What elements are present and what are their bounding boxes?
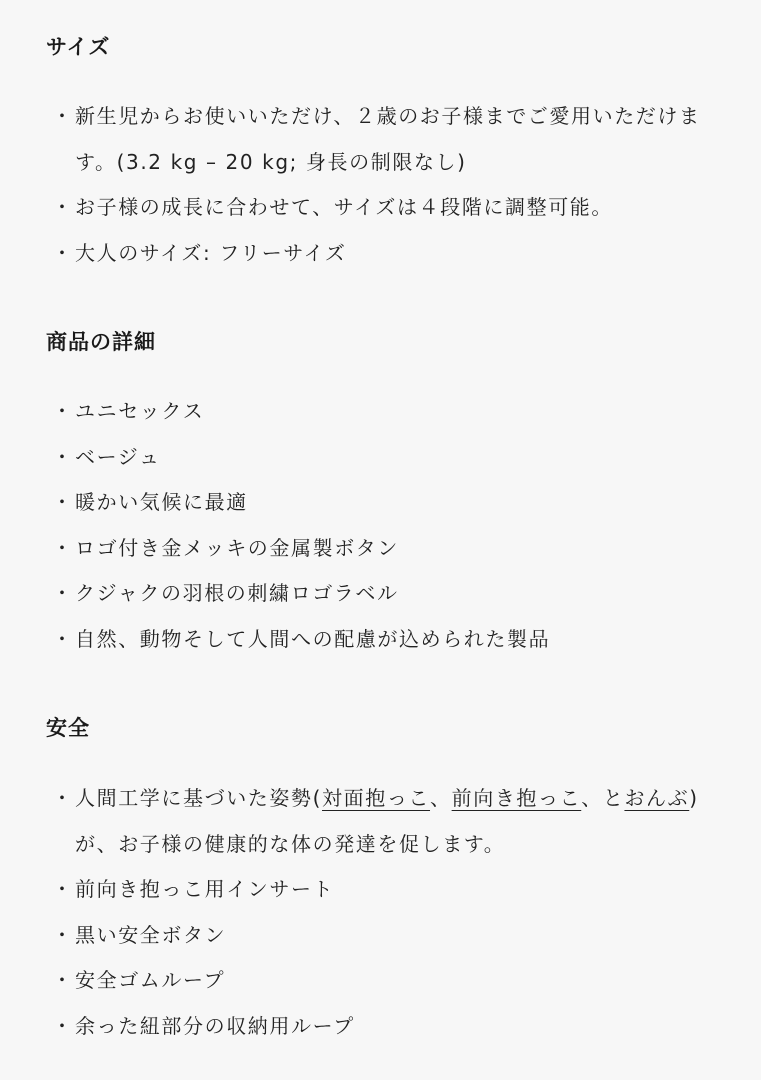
forward-facing-carry-link[interactable]: 前向き抱っこ [451,786,582,810]
bullet: ・ [52,490,74,514]
details-list [0,389,761,662]
size-list [0,94,761,276]
bullet: ・ [52,535,74,560]
safety-text: 安全ゴムループ [75,968,226,992]
bullet: ・ [52,786,74,810]
list-item [0,571,761,617]
ergonomic-separator: 、と [581,786,625,810]
safety-text: 余った紐部分の収納用ループ [75,1013,355,1038]
back-carry-link[interactable]: おんぶ [624,786,690,810]
list-item [0,185,761,231]
ergonomic-suffix: )が、お子様の健康的な体の発達を促します。 [75,786,699,856]
list-item [0,958,761,1004]
list-item [0,867,761,913]
bullet: ・ [52,1013,74,1038]
list-item [0,480,761,526]
list-item [0,389,761,435]
bullet: ・ [52,444,74,469]
bullet: ・ [52,240,74,265]
bullet: ・ [52,922,74,947]
ergonomic-separator: 、 [430,786,452,810]
size-heading: サイズ [46,35,111,59]
detail-text: 暖かい気候に最適 [75,490,248,514]
size-adjustable-text: お子様の成長に合わせて、サイズは４段階に調整可能。 [75,195,613,219]
face-to-face-carry-link[interactable]: 対面抱っこ [322,786,431,810]
detail-text: ロゴ付き金メッキの金属製ボタン [75,535,399,560]
safety-list [0,776,761,1049]
bullet: ・ [52,968,74,992]
bullet: ・ [52,877,74,901]
bullet: ・ [52,195,74,219]
bullet: ・ [52,626,74,651]
size-age-range-text: 新生児からお使いいただけ、２歳のお子様までご愛用いただけます。(3.2 kg – 20 kg; 身長の制限なし) [75,104,701,174]
bullet: ・ [52,399,74,423]
safety-text: 黒い安全ボタン [75,922,227,947]
list-item [0,776,761,867]
detail-text: 自然、動物そして人間への配慮が込められた製品 [75,626,551,651]
safety-text: 前向き抱っこ用インサート [75,877,335,901]
detail-text: ベージュ [75,444,161,469]
list-item [0,231,761,277]
details-heading: 商品の詳細 [46,330,156,354]
list-item [0,913,761,959]
detail-text: クジャクの羽根の刺繍ロゴラベル [75,581,399,605]
list-item [0,435,761,481]
list-item [0,1004,761,1050]
detail-text: ユニセックス [75,399,205,423]
safety-heading: 安全 [46,716,90,740]
bullet: ・ [52,581,74,605]
adult-size-text: 大人のサイズ: フリーサイズ [75,240,347,265]
bullet: ・ [52,104,74,128]
ergonomic-prefix: 人間工学に基づいた姿勢( [75,786,323,810]
list-item [0,526,761,572]
list-item [0,617,761,663]
list-item [0,94,761,185]
